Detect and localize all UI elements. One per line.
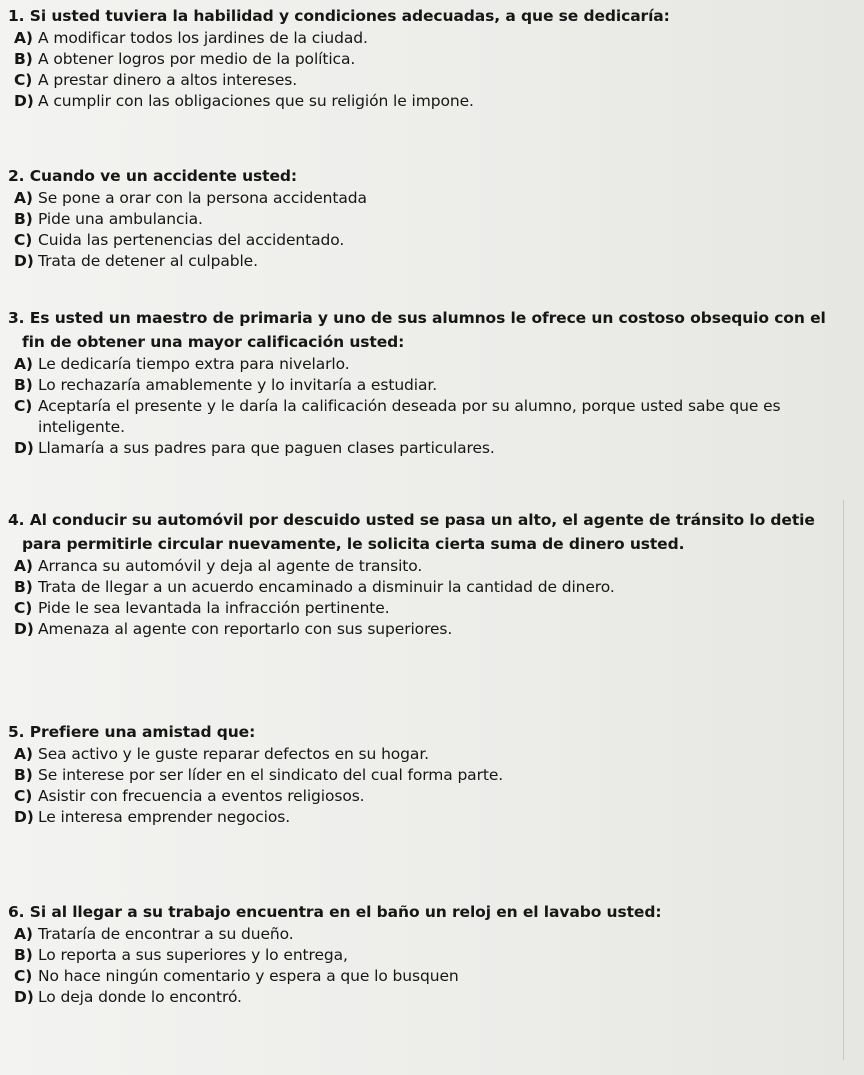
question-1-text: Si usted tuviera la habilidad y condiciones adecuadas, a que se dedicaría: — [29, 7, 670, 25]
question-6-option-c: C) No hace ningún comentario y espera a que lo busquen — [14, 967, 459, 985]
question-2-option-d: D) Trata de detener al culpable. — [14, 252, 258, 270]
question-1-number: 1. — [8, 7, 25, 25]
question-1 — [0, 4, 864, 112]
question-6 — [0, 900, 864, 1008]
question-4-option-b: B) Trata de llegar a un acuerdo encaminado a disminuir la cantidad de dinero. — [14, 578, 615, 596]
question-5-number: 5. — [8, 723, 25, 741]
question-3-option-d: D) Llamaría a sus padres para que paguen clases particulares. — [14, 439, 495, 457]
question-2-stem — [0, 164, 864, 188]
question-5-option-a: A) Sea activo y le guste reparar defectos en su hogar. — [14, 745, 429, 763]
question-2-text: Cuando ve un accidente usted: — [29, 167, 297, 185]
question-2-option-a: A) Se pone a orar con la persona accidentada — [14, 189, 367, 207]
question-4-number: 4. — [8, 511, 25, 529]
question-6-text: Si al llegar a su trabajo encuentra en el baño un reloj en el lavabo usted: — [29, 903, 662, 921]
question-3 — [0, 306, 864, 459]
question-3-text: Es usted un maestro de primaria y uno de sus alumnos le ofrece un costoso obsequio con el fin de obtener una mayor calificación usted: — [22, 309, 826, 351]
question-3-option-b: B) Lo rechazaría amablemente y lo invitaría a estudiar. — [14, 376, 438, 394]
question-2-option-c: C) Cuida las pertenencias del accidentado. — [14, 231, 345, 249]
question-6-option-b: B) Lo reporta a sus superiores y lo entrega, — [14, 946, 348, 964]
question-5 — [0, 720, 864, 828]
question-4-stem — [0, 508, 864, 556]
question-3-option-a: A) Le dedicaría tiempo extra para nivelarlo. — [14, 355, 350, 373]
question-6-stem — [0, 900, 864, 924]
question-5-text: Prefiere una amistad que: — [29, 723, 256, 741]
question-1-stem — [0, 4, 864, 28]
question-3-stem — [0, 306, 864, 354]
question-5-option-b: B) Se interese por ser líder en el sindicato del cual forma parte. — [14, 766, 504, 784]
question-5-option-c: C) Asistir con frecuencia a eventos religiosos. — [14, 787, 365, 805]
question-4 — [0, 508, 864, 640]
question-6-option-d: D) Lo deja donde lo encontró. — [14, 988, 242, 1006]
question-2-option-b: B) Pide una ambulancia. — [14, 210, 203, 228]
question-2 — [0, 164, 864, 272]
question-2-number: 2. — [8, 167, 25, 185]
question-3-option-c: C) Aceptaría el presente y le daría la calificación deseada por su alumno, porque usted sabe que es inteligente. — [14, 397, 781, 436]
question-1-option-a: A) A modificar todos los jardines de la ciudad. — [14, 29, 368, 47]
page-fold-line — [843, 500, 844, 1060]
question-6-option-a: A) Trataría de encontrar a su dueño. — [14, 925, 294, 943]
question-3-number: 3. — [8, 309, 25, 327]
question-5-stem — [0, 720, 864, 744]
question-1-option-d: D) A cumplir con las obligaciones que su religión le impone. — [14, 92, 474, 110]
question-4-option-d: D) Amenaza al agente con reportarlo con sus superiores. — [14, 620, 453, 638]
question-6-number: 6. — [8, 903, 25, 921]
question-1-option-c: C) A prestar dinero a altos intereses. — [14, 71, 298, 89]
question-5-option-d: D) Le interesa emprender negocios. — [14, 808, 291, 826]
question-4-option-a: A) Arranca su automóvil y deja al agente de transito. — [14, 557, 423, 575]
question-1-option-b: B) A obtener logros por medio de la política. — [14, 50, 356, 68]
question-4-option-c: C) Pide le sea levantada la infracción pertinente. — [14, 599, 390, 617]
question-4-text: Al conducir su automóvil por descuido usted se pasa un alto, el agente de tránsito lo detie para permitirle circular nuevamente, le solicita cierta suma de dinero usted. — [22, 511, 815, 553]
